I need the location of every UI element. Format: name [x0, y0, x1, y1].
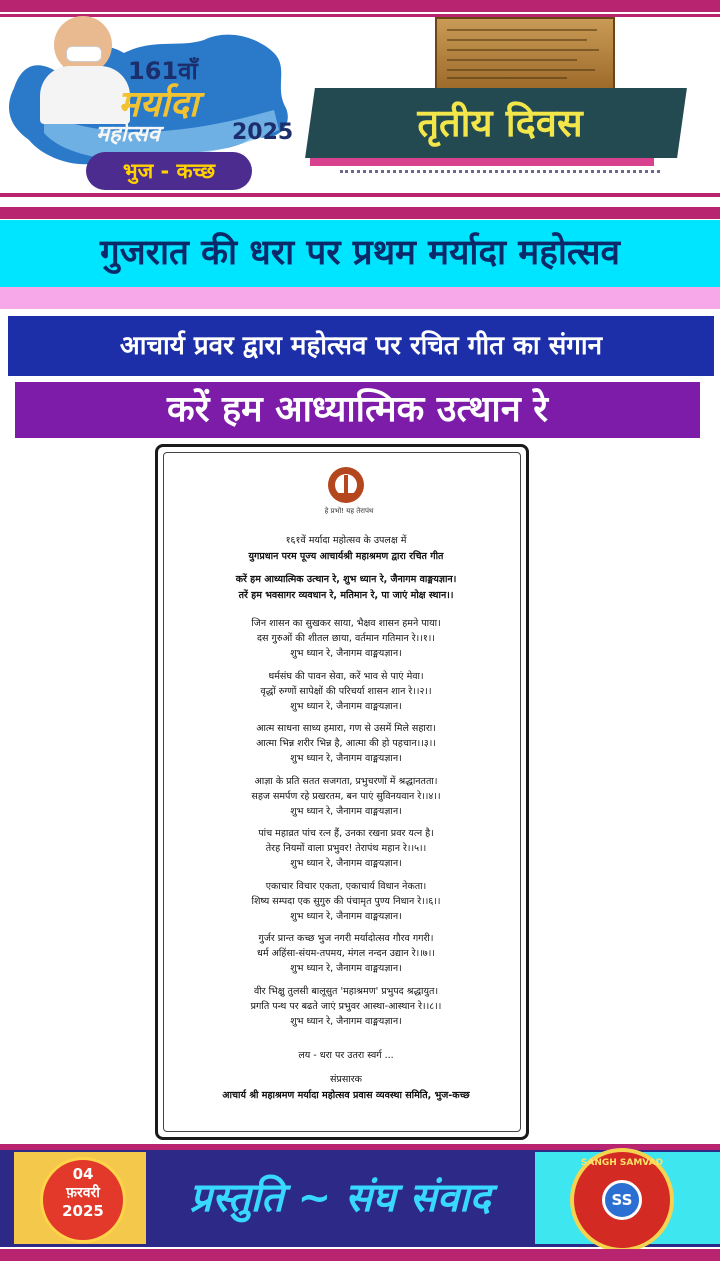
- verse-refrain: शुभ ध्यान रे, जैनागम वाङ्मयज्ञान।: [290, 700, 402, 712]
- verse-refrain: शुभ ध्यान रे, जैनागम वाङ्मयज्ञान।: [290, 1015, 402, 1027]
- bottom-stripe: [0, 1249, 720, 1261]
- intro-line: १६१वें मर्यादा महोत्सव के उपलक्ष में: [285, 535, 407, 546]
- verse-line: वृद्धों रुग्णों सापेक्षों की परिचर्या शासन शान रे।।२।।: [260, 685, 432, 697]
- verse-refrain: शुभ ध्यान रे, जैनागम वाङ्मयज्ञान।: [290, 648, 402, 659]
- verse-line: प्रगति पन्थ पर बढते जाएं प्रभुवर आस्था-आस्थान रे।।८।।: [250, 1000, 442, 1012]
- monk-robe: [40, 66, 130, 124]
- song-document: [155, 444, 529, 1140]
- place-badge: भुज - कच्छ: [86, 152, 252, 190]
- subheadline: आचार्य प्रवर द्वारा महोत्सव पर रचित गीत का संगान: [8, 316, 714, 376]
- document-frame: [163, 452, 521, 1132]
- verse-line: आत्म साधना साध्य हमारा, गण से उसमें मिले सहारा।: [256, 723, 436, 734]
- day-underline: [310, 158, 654, 166]
- refrain-line: तरें हम भवसागर व्यवधान रे, मतिमान रे, पा जाएं मोक्ष स्थान।।: [238, 590, 454, 601]
- sangh-samvad-logo: [570, 1148, 674, 1252]
- song-title: करें हम आध्यात्मिक उत्थान रे: [15, 382, 700, 438]
- monk-mask: [66, 46, 102, 62]
- logo-subtitle: महोत्सव: [96, 122, 160, 147]
- pink-strip: [0, 287, 720, 309]
- publisher: आचार्य श्री महाश्रमण मर्यादा महोत्सव प्रवास व्यवस्था समिति, भुज-कच्छ: [222, 1090, 470, 1101]
- verse-refrain: शुभ ध्यान रे, जैनागम वाङ्मयज्ञान।: [290, 753, 402, 764]
- presented-by: प्रस्तुति ~ संघ संवाद: [189, 1175, 491, 1221]
- refrain-line: करें हम आध्यात्मिक उत्थान रे, शुभ ध्यान रे, जैनागम वाङ्मयज्ञान।: [235, 574, 457, 585]
- top-stripe: [0, 0, 720, 12]
- date-day: 04: [72, 1165, 94, 1183]
- publisher-label: संप्रसारक: [330, 1074, 362, 1085]
- separator: [0, 193, 720, 197]
- verse-line: जिन शासन का सुखकर साया, भैक्षव शासन हमने पाया।: [251, 618, 441, 629]
- logo-ring-text: SANGH SAMVAD: [580, 1158, 664, 1168]
- verse-line: गुर्जर प्रान्त कच्छ भुज नगरी मर्यादोत्सव गौरव गगरी।: [258, 933, 434, 944]
- day-label: तृतीय दिवस: [417, 101, 583, 145]
- verse-refrain: शुभ ध्यान रे, जैनागम वाङ्मयज्ञान।: [290, 910, 402, 922]
- verse-line: दस गुरुओं की शीतल छाया, वर्तमान गतिमान रे।।१।।: [257, 633, 435, 644]
- emblem-caption: हे प्रभो! यह तेरापंथ: [324, 507, 374, 515]
- manuscript-image: [435, 17, 615, 91]
- dotted-divider: [340, 170, 660, 177]
- verse-line: शिष्य सम्पदा एक सुगुरु की पंचामृत पुण्य निधान रे।।६।।: [251, 895, 441, 907]
- verse-refrain: शुभ ध्यान रे, जैनागम वाङ्मयज्ञान।: [290, 963, 402, 974]
- verse-line: तेरह नियमों वाला प्रभुवर! तेरापंथ महान रे।।५।।: [265, 843, 427, 854]
- logo-year: 2025: [232, 120, 294, 145]
- date-month: फ़रवरी: [66, 1185, 100, 1201]
- verse-line: धर्म अहिंसा-संयम-तपमय, मंगल नन्दन उद्यान रे।।७।।: [257, 948, 435, 959]
- date-badge: [40, 1157, 126, 1243]
- tune-line: लय - धरा पर उतरा स्वर्ग ...: [298, 1050, 394, 1061]
- verse-line: सहज समर्पण रहे प्रखरतम, बन पाएं सुविनयवान रे।।४।।: [251, 790, 441, 802]
- verse-line: आत्मा भिन्न शरीर भिन्न है, आत्मा की हो पहचान।।३।।: [256, 738, 436, 749]
- verse-line: एकाचार विचार एकता, एकाचार्य विधान नेकता।: [265, 880, 427, 892]
- headline: गुजरात की धरा पर प्रथम मर्यादा महोत्सव: [99, 233, 621, 273]
- sun-emblem-icon: [326, 465, 366, 505]
- verse-refrain: शुभ ध्यान रे, जैनागम वाङ्मयज्ञान।: [290, 858, 402, 869]
- logo-edition: 161वाँ: [128, 57, 198, 85]
- date-year: 2025: [62, 1202, 104, 1220]
- verse-refrain: शुभ ध्यान रे, जैनागम वाङ्मयज्ञान।: [290, 805, 402, 817]
- intro-line: युगप्रधान परम पूज्य आचार्यश्री महाश्रमण द्वारा रचित गीत: [248, 551, 444, 562]
- verse-line: वीर भिक्षु तुलसी बालूसुत 'महाश्रमण' प्रभुपद श्रद्धायुत।: [253, 985, 439, 997]
- verse-line: पांच महाव्रत पांच रत्न हैं, उनका रखना प्रवर यत्न है।: [258, 828, 434, 839]
- logo-initials: SS: [602, 1180, 642, 1220]
- logo-title: मर्यादा: [118, 84, 199, 125]
- verse-line: धर्मसंघ की पावन सेवा, करें भाव से पाएं मेवा।: [268, 670, 424, 682]
- separator: [0, 207, 720, 219]
- verse-line: आज्ञा के प्रति सतत सजगता, प्रभुचरणों में श्रद्धानतता।: [254, 775, 438, 787]
